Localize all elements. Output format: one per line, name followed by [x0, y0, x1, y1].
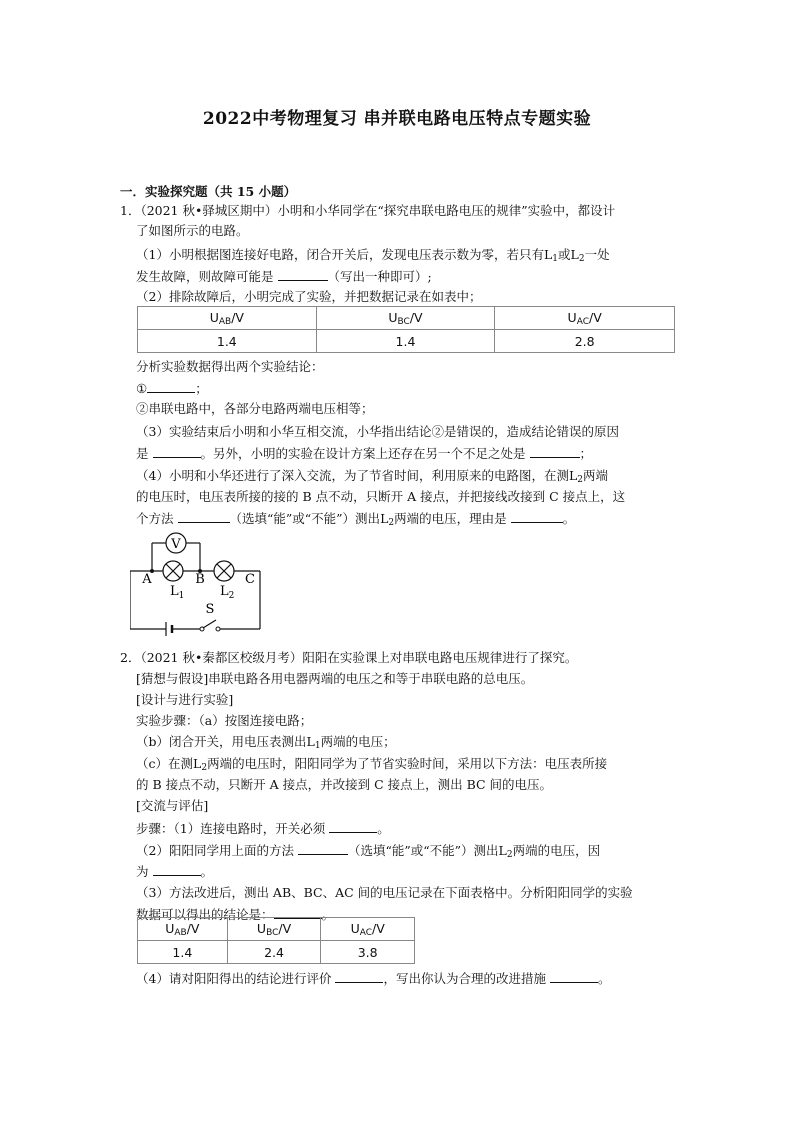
q1-part1-line1: （1）小明根据图连接好电路，闭合开关后，发现电压表示数为零，若只有$L_1$或$L_2$一处 [136, 247, 610, 264]
q1-part4-line1: （4）小明和小华还进行了深入交流，为了节省时间，利用原来的电路图，在测$L_2$两端 [136, 468, 609, 485]
cell-uab: 1.4 [138, 941, 228, 964]
q2-part2-line2: 为 。 [136, 864, 214, 879]
answer-blank[interactable] [153, 445, 201, 458]
table-header-row [138, 918, 415, 941]
table-row [138, 941, 415, 964]
q1-part3-line1: （3）实验结束后小明和小华互相交流，小华指出结论②是错误的，造成结论错误的原因 [136, 424, 619, 439]
q2-part2-line1: （2）阳阳同学用上面的方法 （选填“能”或“不能”）测出$L_2$两端的电压，因 [136, 843, 601, 860]
answer-blank[interactable] [329, 820, 377, 833]
lamp-l1-label: $L_1$ [170, 584, 185, 601]
header-uab: $U_{AB}/V$ [138, 307, 317, 330]
q2-part3-line2: 数据可以得出的结论是： 。 [136, 907, 335, 922]
q1-stem-line2: 了如图所示的电路。 [136, 223, 249, 238]
q2-hypothesis: [猜想与假设]串联电路各用电器两端的电压之和等于串联电路的总电压。 [136, 671, 534, 686]
cell-uac: 2.8 [495, 330, 675, 353]
page-title: 2022中考物理复习 串并联电路电压特点专题实验 [202, 109, 592, 129]
point-a-label: A [142, 572, 152, 587]
q1-data-table [137, 306, 675, 353]
q1-part4-line3: 个方法 （选填“能”或“不能”）测出$L_2$两端的电压，理由是 。 [136, 511, 576, 528]
section-heading: 一．实验探究题（共 15 小题） [120, 184, 297, 199]
q2-step-b: （b）闭合开关，用电压表测出$L_1$两端的电压； [136, 734, 396, 751]
cell-ubc: 1.4 [316, 330, 495, 353]
table-row [138, 330, 675, 353]
q2-stem: 2．（2021 秋•秦都区校级月考）阳阳在实验课上对串联电路电压规律进行了探究。 [120, 650, 578, 665]
answer-blank[interactable] [278, 268, 328, 281]
q2-data-table [137, 917, 415, 964]
q1-conclusion2: ②串联电路中，各部分电路两端电压相等； [136, 401, 374, 416]
switch-icon [203, 620, 216, 628]
q2-step-a: 实验步骤：（a）按图连接电路； [136, 713, 313, 728]
header-uab: $U_{AB}/V$ [138, 918, 228, 941]
answer-blank[interactable] [550, 970, 598, 983]
cell-ubc: 2.4 [227, 941, 321, 964]
header-ubc: $U_{BC}/V$ [316, 307, 495, 330]
q2-eval-heading: [交流与评估] [136, 798, 209, 813]
q1-part1-line2: 发生故障，则故障可能是 （写出一种即可）; [136, 269, 432, 284]
header-uac: $U_{AC}/V$ [321, 918, 415, 941]
q2-step-c-line1: （c）在测$L_2$两端的电压时，阳阳同学为了节省实验时间，采用以下方法：电压表所接 [136, 756, 608, 773]
answer-blank[interactable] [335, 970, 383, 983]
q2-step-c-line2: 的 B 接点不动，只断开 A 接点，并改接到 C 接点上，测出 BC 间的电压。 [136, 777, 553, 792]
cell-uac: 3.8 [321, 941, 415, 964]
q1-conclusion1: ① ； [136, 381, 208, 396]
q1-part3-line2: 是 。另外，小明的实验在设计方案上还存在另一个不足之处是 ； [136, 446, 593, 461]
table-header-row [138, 307, 675, 330]
q2-design-heading: [设计与进行实验] [136, 692, 234, 707]
q1-analysis: 分析实验数据得出两个实验结论： [136, 359, 324, 374]
answer-blank[interactable] [511, 510, 563, 523]
circuit-diagram [130, 525, 275, 640]
answer-blank[interactable] [178, 510, 230, 523]
q1-part4-line2: 的电压时，电压表所接的接的 B 点不动，只断开 A 接点，并把接线改接到 C 接点上，这 [136, 489, 626, 504]
point-c-label: C [245, 572, 255, 587]
header-ubc: $U_{BC}/V$ [227, 918, 321, 941]
answer-blank[interactable] [530, 445, 580, 458]
q2-part1: 步骤：（1）连接电路时，开关必须 。 [136, 821, 390, 836]
switch-label: S [205, 602, 215, 617]
q2-part3-line1: （3）方法改进后，测出 AB、BC、AC 间的电压记录在下面表格中。分析阳阳同学的实验 [136, 885, 633, 900]
header-uac: $U_{AC}/V$ [495, 307, 675, 330]
point-b-label: B [195, 572, 205, 587]
answer-blank[interactable] [147, 380, 195, 393]
answer-blank[interactable] [298, 842, 348, 855]
cell-uab: 1.4 [138, 330, 317, 353]
q1-part2: （2）排除故障后，小明完成了实验，并把数据记录在如表中； [136, 289, 482, 304]
voltmeter-label: V [171, 537, 181, 552]
lamp-l2-label: $L_2$ [220, 584, 235, 601]
q1-stem-line1: 1．（2021 秋•驿城区期中）小明和小华同学在“探究串联电路电压的规律”实验中，都设计 [120, 203, 616, 218]
answer-blank[interactable] [153, 863, 201, 876]
q2-part4: （4）请对阳阳得出的结论进行评价 ，写出你认为合理的改进措施 。 [136, 971, 611, 986]
